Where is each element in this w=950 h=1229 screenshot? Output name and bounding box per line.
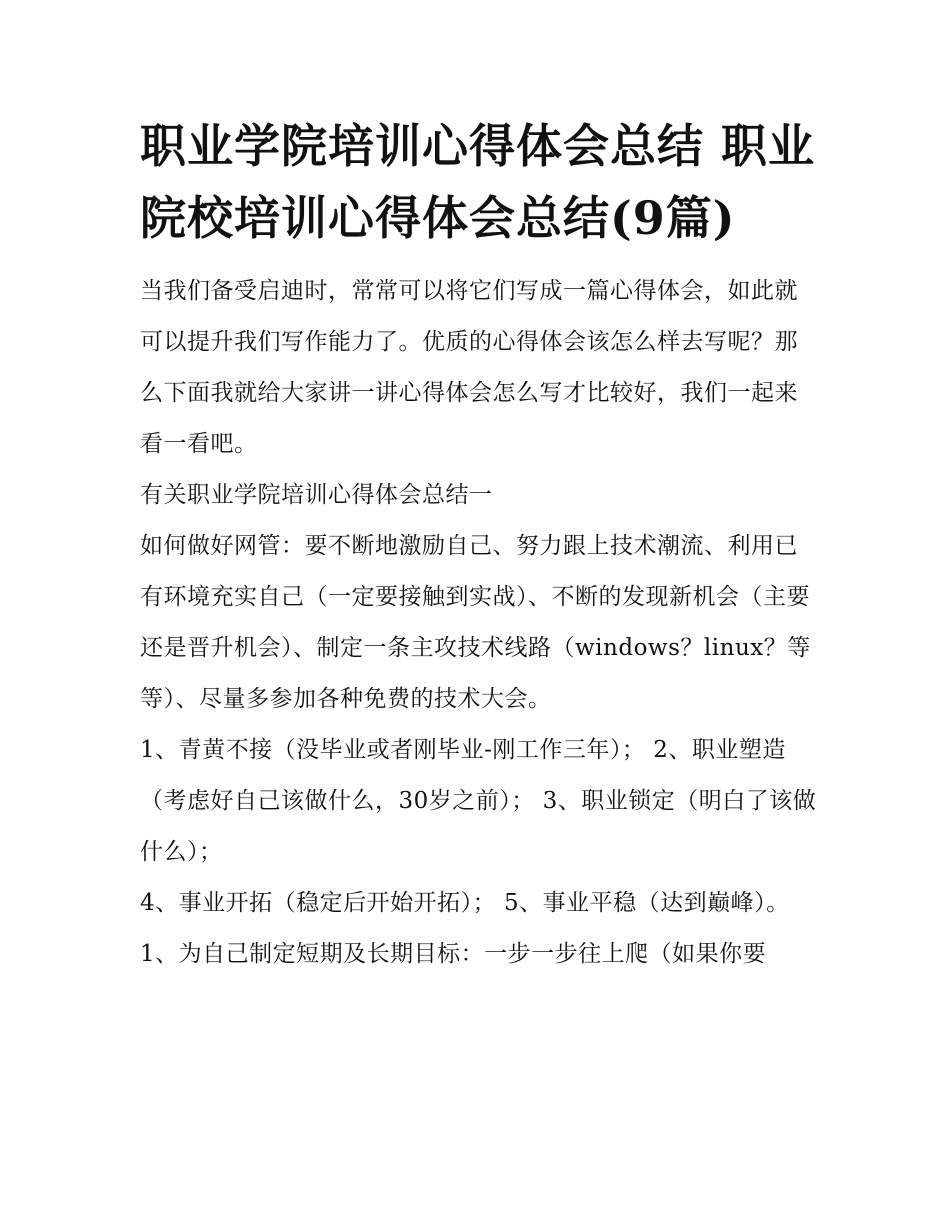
intro-paragraph: 当我们备受启迪时，常常可以将它们写成一篇心得体会，如此就可以提升我们写作能力了。优质的心得体会该怎么样去写呢？那么下面我就给大家讲一讲心得体会怎么写才比较好，我们一起来看一看吧。 bbox=[140, 278, 798, 457]
list-paragraph: 1、青黄不接（没毕业或者刚毕业-刚工作三年）； 2、职业塑造（考虑好自己该做什么，30岁之前）； 3、职业锁定（明白了该做什么）； bbox=[140, 737, 817, 865]
list-paragraph: 4、事业开拓（稳定后开始开拓）； 5、事业平稳（达到巅峰）。 bbox=[140, 890, 790, 916]
list-paragraph: 1、为自己制定短期及长期目标：一步一步往上爬（如果你要 bbox=[140, 941, 767, 967]
section-heading: 有关职业学院培训心得体会总结一 bbox=[140, 482, 493, 508]
document-title: 职业学院培训心得体会总结 职业院校培训心得体会总结(9篇) bbox=[140, 119, 816, 245]
body-paragraph: 如何做好网管：要不断地激励自己、努力跟上技术潮流、利用已有环境充实自己（一定要接触到实战）、不断的发现新机会（主要还是晋升机会）、制定一条主攻技术线路（windows？linux？等等）、尽量多参加各种免费的技术大会。 bbox=[140, 533, 811, 712]
document-page bbox=[140, 110, 820, 980]
